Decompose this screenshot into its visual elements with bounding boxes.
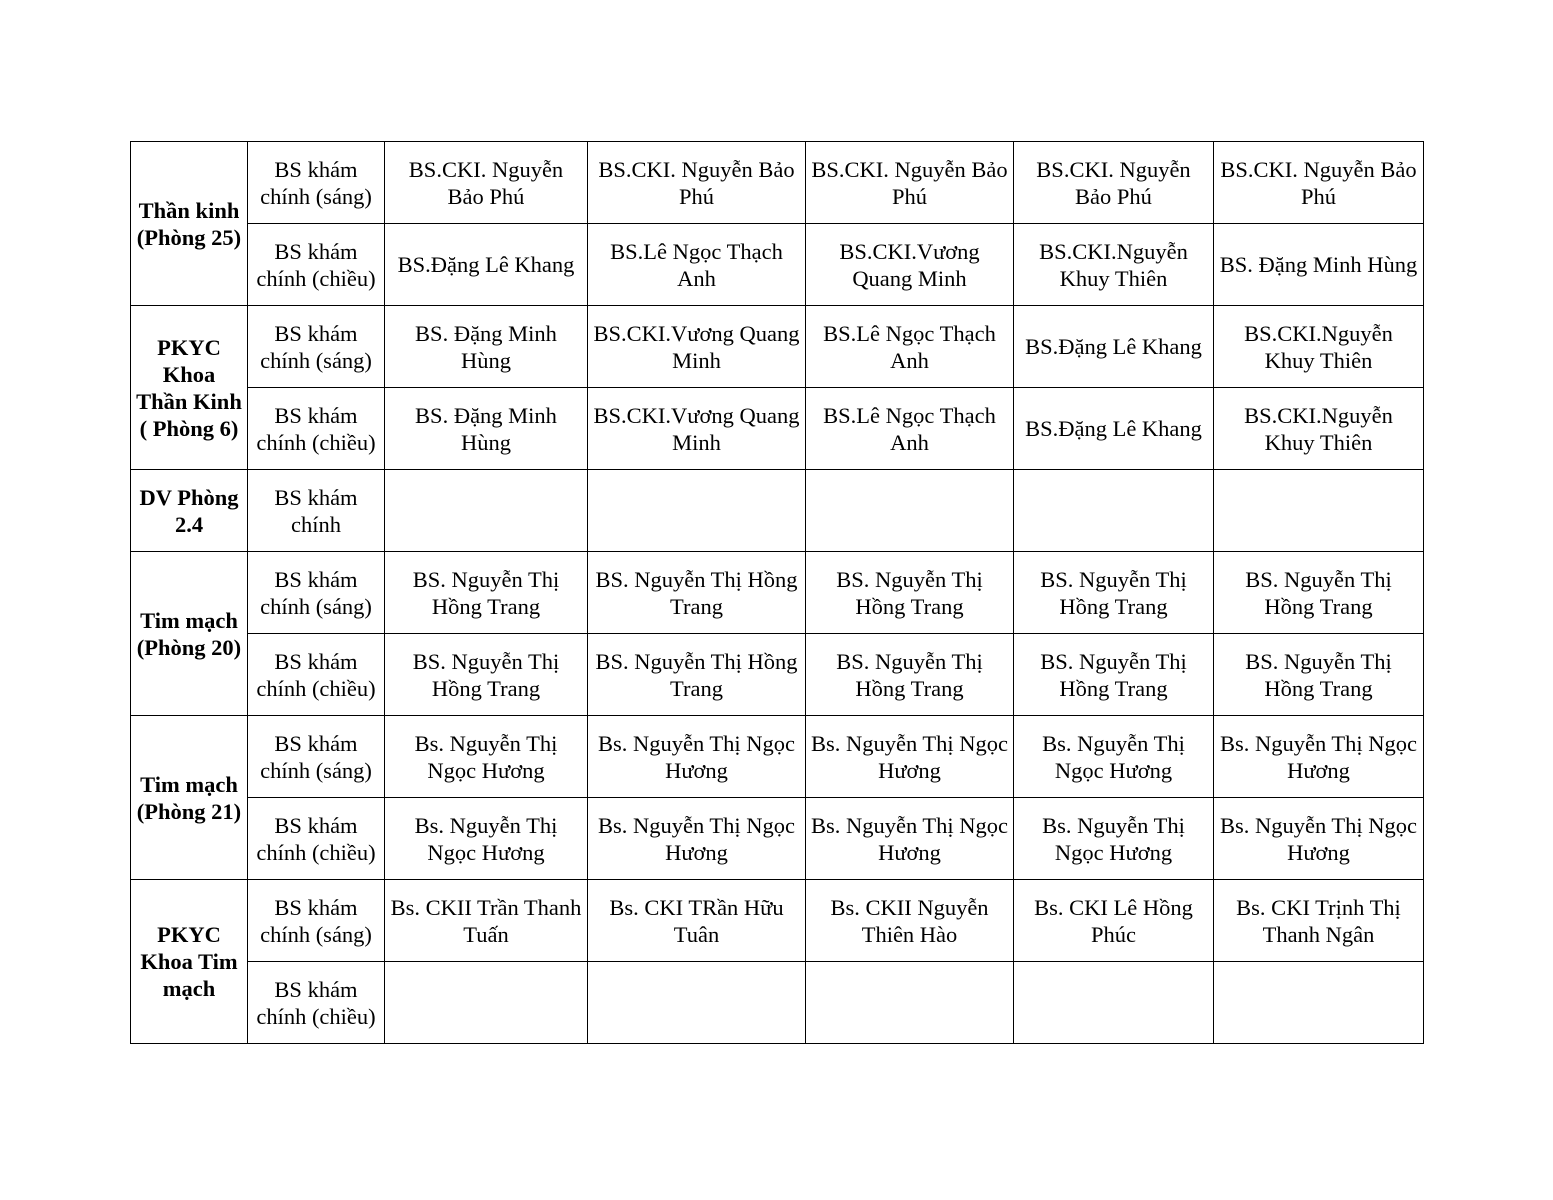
role-cell: BS khám chính (sáng) bbox=[248, 880, 385, 962]
doctor-cell: BS.CKI.Nguyễn Khuy Thiên bbox=[1214, 306, 1424, 388]
department-cell: Tim mạch (Phòng 20) bbox=[131, 552, 248, 716]
doctor-cell: BS. Đặng Minh Hùng bbox=[1214, 224, 1424, 306]
table-row bbox=[131, 880, 1424, 962]
doctor-cell: Bs. CKI TRần Hữu Tuân bbox=[588, 880, 806, 962]
doctor-cell: BS.CKI. Nguyễn Bảo Phú bbox=[1014, 142, 1214, 224]
table-row bbox=[131, 470, 1424, 552]
doctor-cell: BS.CKI.Nguyễn Khuy Thiên bbox=[1014, 224, 1214, 306]
doctor-cell: Bs. Nguyễn Thị Ngọc Hương bbox=[588, 716, 806, 798]
role-cell: BS khám chính (sáng) bbox=[248, 306, 385, 388]
table-row bbox=[131, 552, 1424, 634]
role-cell: BS khám chính (chiều) bbox=[248, 798, 385, 880]
doctor-cell: BS. Nguyễn Thị Hồng Trang bbox=[1214, 634, 1424, 716]
role-cell: BS khám chính (chiều) bbox=[248, 634, 385, 716]
role-cell: BS khám chính (chiều) bbox=[248, 962, 385, 1044]
doctor-cell bbox=[806, 470, 1014, 552]
doctor-cell: BS.Đặng Lê Khang bbox=[1014, 306, 1214, 388]
doctor-cell: BS. Đặng Minh Hùng bbox=[385, 388, 588, 470]
doctor-cell: Bs. CKI Trịnh Thị Thanh Ngân bbox=[1214, 880, 1424, 962]
doctor-cell: Bs. Nguyễn Thị Ngọc Hương bbox=[385, 798, 588, 880]
table-row bbox=[131, 798, 1424, 880]
table-row bbox=[131, 962, 1424, 1044]
doctor-cell: BS. Nguyễn Thị Hồng Trang bbox=[385, 552, 588, 634]
doctor-cell: BS.Lê Ngọc Thạch Anh bbox=[806, 388, 1014, 470]
role-cell: BS khám chính (chiều) bbox=[248, 388, 385, 470]
doctor-cell: BS.Đặng Lê Khang bbox=[385, 224, 588, 306]
doctor-cell: BS. Đặng Minh Hùng bbox=[385, 306, 588, 388]
doctor-cell: BS. Nguyễn Thị Hồng Trang bbox=[1014, 552, 1214, 634]
doctor-cell: BS. Nguyễn Thị Hồng Trang bbox=[1014, 634, 1214, 716]
doctor-cell: Bs. Nguyễn Thị Ngọc Hương bbox=[806, 798, 1014, 880]
doctor-cell bbox=[1014, 962, 1214, 1044]
doctor-cell: BS. Nguyễn Thị Hồng Trang bbox=[588, 634, 806, 716]
doctor-cell bbox=[385, 470, 588, 552]
doctor-cell: Bs. CKI Lê Hồng Phúc bbox=[1014, 880, 1214, 962]
doctor-cell: BS.Lê Ngọc Thạch Anh bbox=[588, 224, 806, 306]
doctor-cell: BS. Nguyễn Thị Hồng Trang bbox=[806, 552, 1014, 634]
table-row bbox=[131, 306, 1424, 388]
department-cell: Thần kinh (Phòng 25) bbox=[131, 142, 248, 306]
doctor-cell: Bs. Nguyễn Thị Ngọc Hương bbox=[806, 716, 1014, 798]
doctor-cell bbox=[806, 962, 1014, 1044]
department-cell: PKYC Khoa Tim mạch bbox=[131, 880, 248, 1044]
role-cell: BS khám chính (sáng) bbox=[248, 552, 385, 634]
doctor-cell bbox=[1214, 470, 1424, 552]
department-cell: DV Phòng 2.4 bbox=[131, 470, 248, 552]
role-cell: BS khám chính (sáng) bbox=[248, 142, 385, 224]
doctor-cell: Bs. Nguyễn Thị Ngọc Hương bbox=[385, 716, 588, 798]
doctor-cell: BS.CKI.Vương Quang Minh bbox=[806, 224, 1014, 306]
table-row bbox=[131, 142, 1424, 224]
doctor-cell: BS.CKI.Vương Quang Minh bbox=[588, 388, 806, 470]
doctor-cell: BS.Lê Ngọc Thạch Anh bbox=[806, 306, 1014, 388]
doctor-schedule-table bbox=[130, 141, 1424, 1044]
doctor-cell: BS.CKI. Nguyễn Bảo Phú bbox=[806, 142, 1014, 224]
doctor-cell: BS.CKI.Nguyễn Khuy Thiên bbox=[1214, 388, 1424, 470]
doctor-cell: BS. Nguyễn Thị Hồng Trang bbox=[588, 552, 806, 634]
department-cell: Tim mạch (Phòng 21) bbox=[131, 716, 248, 880]
doctor-cell: Bs. Nguyễn Thị Ngọc Hương bbox=[1014, 798, 1214, 880]
doctor-cell: Bs. CKII Nguyễn Thiên Hào bbox=[806, 880, 1014, 962]
role-cell: BS khám chính (chiều) bbox=[248, 224, 385, 306]
doctor-cell bbox=[588, 470, 806, 552]
doctor-cell: Bs. Nguyễn Thị Ngọc Hương bbox=[1014, 716, 1214, 798]
doctor-cell bbox=[588, 962, 806, 1044]
doctor-cell: BS.Đặng Lê Khang bbox=[1014, 388, 1214, 470]
doctor-cell: Bs. CKII Trần Thanh Tuấn bbox=[385, 880, 588, 962]
table-row bbox=[131, 634, 1424, 716]
doctor-cell: BS.CKI.Vương Quang Minh bbox=[588, 306, 806, 388]
doctor-cell: BS. Nguyễn Thị Hồng Trang bbox=[385, 634, 588, 716]
doctor-cell: BS.CKI. Nguyễn Bảo Phú bbox=[1214, 142, 1424, 224]
doctor-cell: Bs. Nguyễn Thị Ngọc Hương bbox=[1214, 716, 1424, 798]
role-cell: BS khám chính bbox=[248, 470, 385, 552]
doctor-cell bbox=[385, 962, 588, 1044]
doctor-cell: BS. Nguyễn Thị Hồng Trang bbox=[806, 634, 1014, 716]
doctor-cell: BS.CKI. Nguyễn Bảo Phú bbox=[588, 142, 806, 224]
doctor-cell: Bs. Nguyễn Thị Ngọc Hương bbox=[1214, 798, 1424, 880]
doctor-cell: Bs. Nguyễn Thị Ngọc Hương bbox=[588, 798, 806, 880]
department-cell: PKYC Khoa Thần Kinh ( Phòng 6) bbox=[131, 306, 248, 470]
doctor-cell: BS.CKI. Nguyễn Bảo Phú bbox=[385, 142, 588, 224]
doctor-cell: BS. Nguyễn Thị Hồng Trang bbox=[1214, 552, 1424, 634]
table-row bbox=[131, 716, 1424, 798]
table-row bbox=[131, 224, 1424, 306]
role-cell: BS khám chính (sáng) bbox=[248, 716, 385, 798]
doctor-cell bbox=[1014, 470, 1214, 552]
table-row bbox=[131, 388, 1424, 470]
doctor-cell bbox=[1214, 962, 1424, 1044]
